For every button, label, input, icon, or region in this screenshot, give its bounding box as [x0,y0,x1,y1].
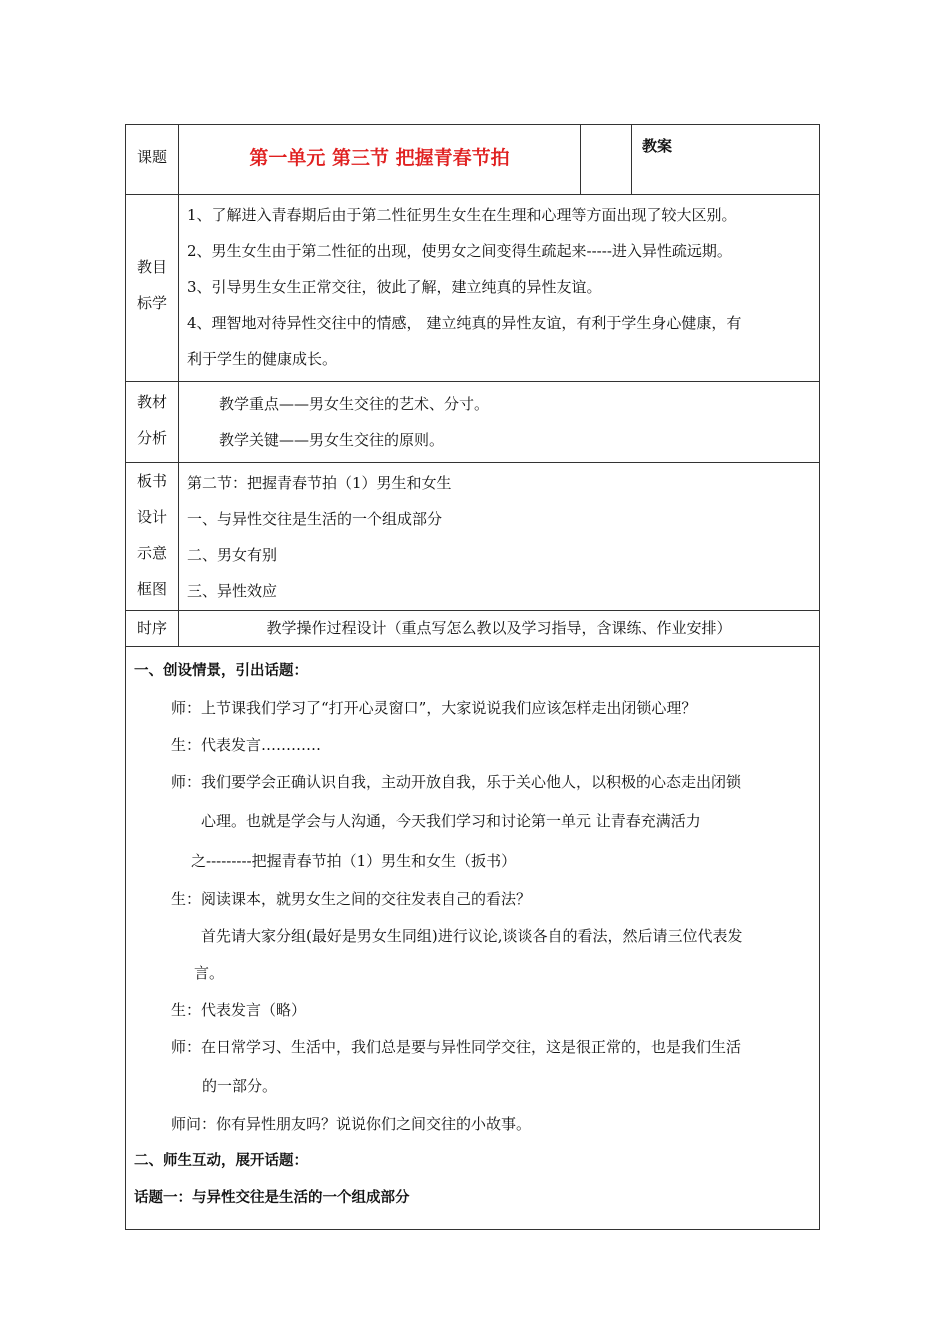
sequence-row [126,611,820,647]
subject-label: 课题 [126,125,179,195]
topic-heading: 话题一：与异性交往是生活的一个组成部分 [134,1190,410,1206]
dialogue-line: 言。 [194,964,225,982]
dialogue-line: 师：我们要学会正确认识自我，主动开放自我，乐于关心他人，以积极的心态走出闭锁 [171,773,742,791]
dialogue-line: 师：上节课我们学习了“打开心灵窗口”，大家说说我们应该怎样走出闭锁心理？ [171,699,697,717]
board-line: 二、男女有别 [187,546,278,564]
crux-point: 教学关键——男女生交往的原则。 [219,431,445,449]
dialogue-line: 之---------把握青春节拍（1）男生和女生（扳书） [191,852,517,870]
dialogue-line: 的一部分。 [202,1077,278,1095]
doc-type: 教案 [632,125,820,195]
title-row [126,125,820,195]
goal-item: 3、引导男生女生正常交往，彼此了解，建立纯真的异性友谊。 [187,278,602,296]
section-heading: 二、师生互动，展开话题： [134,1153,308,1169]
dialogue-line: 心理。也就是学会与人沟通，今天我们学习和讨论第一单元 让青春充满活力 [201,812,701,830]
board-line: 三、异性效应 [187,582,278,600]
board-line: 一、与异性交往是生活的一个组成部分 [187,510,443,528]
process-row [126,647,820,1230]
sequence-label: 时序 [126,611,179,647]
goal-item: 4、理智地对待异性交往中的情感， 建立纯真的异性友谊，有利于学生身心健康，有 [187,314,742,332]
goal-item: 2、男生女生由于第二性征的出现，使男女之间变得生疏起来-----进入异性疏远期。 [187,242,732,260]
lesson-plan-table [125,124,820,1230]
goal-item: 1、了解进入青春期后由于第二性征男生女生在生理和心理等方面出现了较大区别。 [187,206,737,224]
lesson-title: 第一单元 第三节 把握青春节拍 [249,147,510,169]
dialogue-line: 生：阅读课本，就男女生之间的交往发表自己的看法？ [171,890,532,908]
key-point: 教学重点——男女生交往的艺术、分寸。 [219,395,490,413]
goals-row [126,195,820,382]
goal-item: 利于学生的健康成长。 [187,350,338,368]
analysis-content [179,382,820,463]
dialogue-line: 师：在日常学习、生活中，我们总是要与异性同学交往，这是很正常的，也是我们生活 [171,1038,742,1056]
analysis-label: 教材 分析 [126,382,179,463]
dialogue-line: 生：代表发言（略） [171,1001,307,1019]
goals-label: 教目 标学 [126,195,179,382]
section-heading: 一、创设情景，引出话题： [134,663,308,679]
sequence-header: 教学操作过程设计（重点写怎么教以及学习指导，含课练、作业安排） [179,611,820,647]
blank-cell [581,125,632,195]
analysis-row [126,382,820,463]
board-row [126,463,820,611]
dialogue-line: 生：代表发言………… [171,736,322,754]
dialogue-line: 师问：你有异性朋友吗？说说你们之间交往的小故事。 [171,1115,532,1133]
board-label: 板书 设计 示意 框图 [126,463,179,611]
board-line: 第二节：把握青春节拍（1）男生和女生 [187,474,452,492]
lesson-title-cell [179,125,581,195]
board-content [179,463,820,611]
process-content [126,647,820,1230]
dialogue-line: 首先请大家分组(最好是男女生同组)进行议论,谈谈各自的看法，然后请三位代表发 [201,927,743,945]
goals-content [179,195,820,382]
